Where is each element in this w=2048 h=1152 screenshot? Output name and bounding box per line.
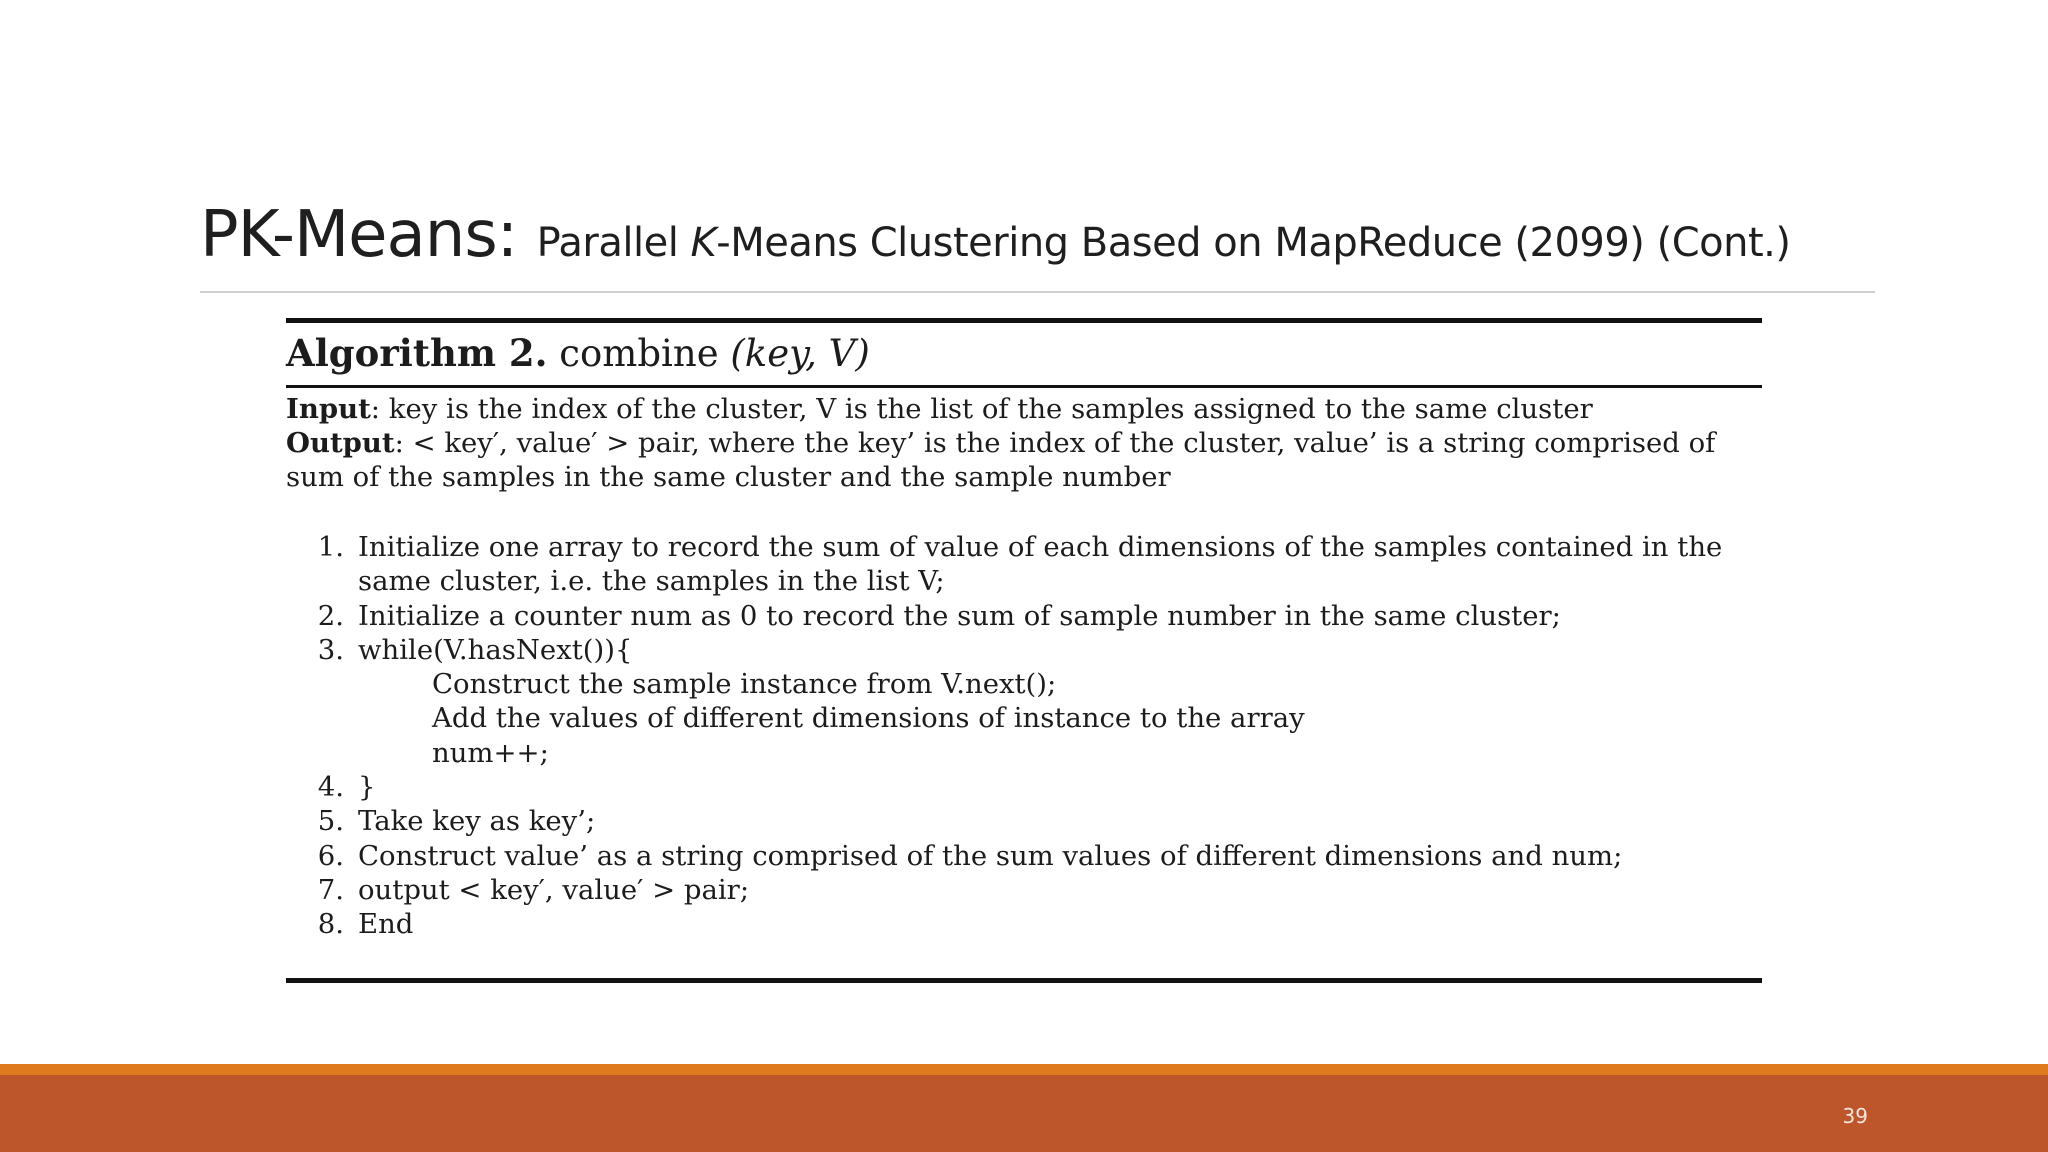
algorithm-io (286, 388, 1762, 494)
step-text: Initialize one array to record the sum of value of each dimensions of the samples contained in the same cluster, i.e. the samples in the list V; (358, 531, 1723, 598)
title-subtitle: Parallel K-Means Clustering Based on MapReduce (2099) (Cont.) (536, 220, 1791, 266)
step-text: Take key as key’; (358, 805, 596, 838)
step-number: 1. (317, 531, 344, 563)
footer-bar (0, 1075, 2048, 1152)
step-text: output < key′, value′ > pair; (358, 873, 750, 906)
algorithm-output: Output: < key′, value′ > pair, where the key’ is the index of the cluster, value’ is a string comprised of sum of the samples in the same cluster and the sample number (286, 427, 1716, 493)
step-text: Construct the sample instance from V.next(); (432, 668, 1057, 701)
step-text: Construct value’ as a string comprised of the sum values of different dimensions and num; (358, 839, 1623, 872)
algorithm-step (286, 873, 1762, 907)
algorithm-bottom-rule (286, 978, 1762, 983)
step-number: 4. (317, 771, 344, 804)
algorithm-step (286, 599, 1762, 633)
step-text: num++; (432, 736, 549, 769)
page-number: 39 (1842, 1104, 1868, 1128)
footer-accent-bar (0, 1064, 2048, 1075)
step-number: 3. (317, 633, 344, 666)
title-main: PK-Means: (200, 198, 537, 272)
step-number: 6. (317, 839, 344, 872)
algorithm-step (286, 530, 1762, 599)
algorithm-box (286, 318, 1762, 983)
step-number: 2. (317, 599, 344, 632)
algorithm-step (286, 701, 1762, 735)
algorithm-header (286, 323, 1762, 385)
step-text: while(V.hasNext()){ (358, 633, 633, 666)
algorithm-input: Input: key is the index of the cluster, V is the list of the samples assigned to the same cluster (286, 393, 1593, 425)
step-text: Initialize a counter num as 0 to record the sum of sample number in the same cluster; (358, 599, 1561, 632)
algorithm-step (286, 736, 1762, 770)
algorithm-signature: (key, V) (730, 332, 870, 375)
algorithm-name: combine (559, 332, 719, 375)
algorithm-step (286, 839, 1762, 873)
algorithm-steps (286, 530, 1762, 942)
slide-title (200, 198, 1791, 272)
algorithm-step (286, 770, 1762, 804)
step-number: 8. (317, 908, 344, 941)
algorithm-step (286, 633, 1762, 667)
step-number: 5. (317, 805, 344, 838)
algorithm-step (286, 667, 1762, 701)
algorithm-step (286, 907, 1762, 941)
step-text: Add the values of different dimensions of instance to the array (432, 702, 1305, 735)
step-text: } (358, 771, 376, 804)
algorithm-step (286, 804, 1762, 838)
algorithm-label: Algorithm 2. (286, 331, 548, 375)
title-divider (200, 291, 1875, 293)
step-number: 7. (317, 873, 344, 906)
step-text: End (358, 908, 414, 941)
